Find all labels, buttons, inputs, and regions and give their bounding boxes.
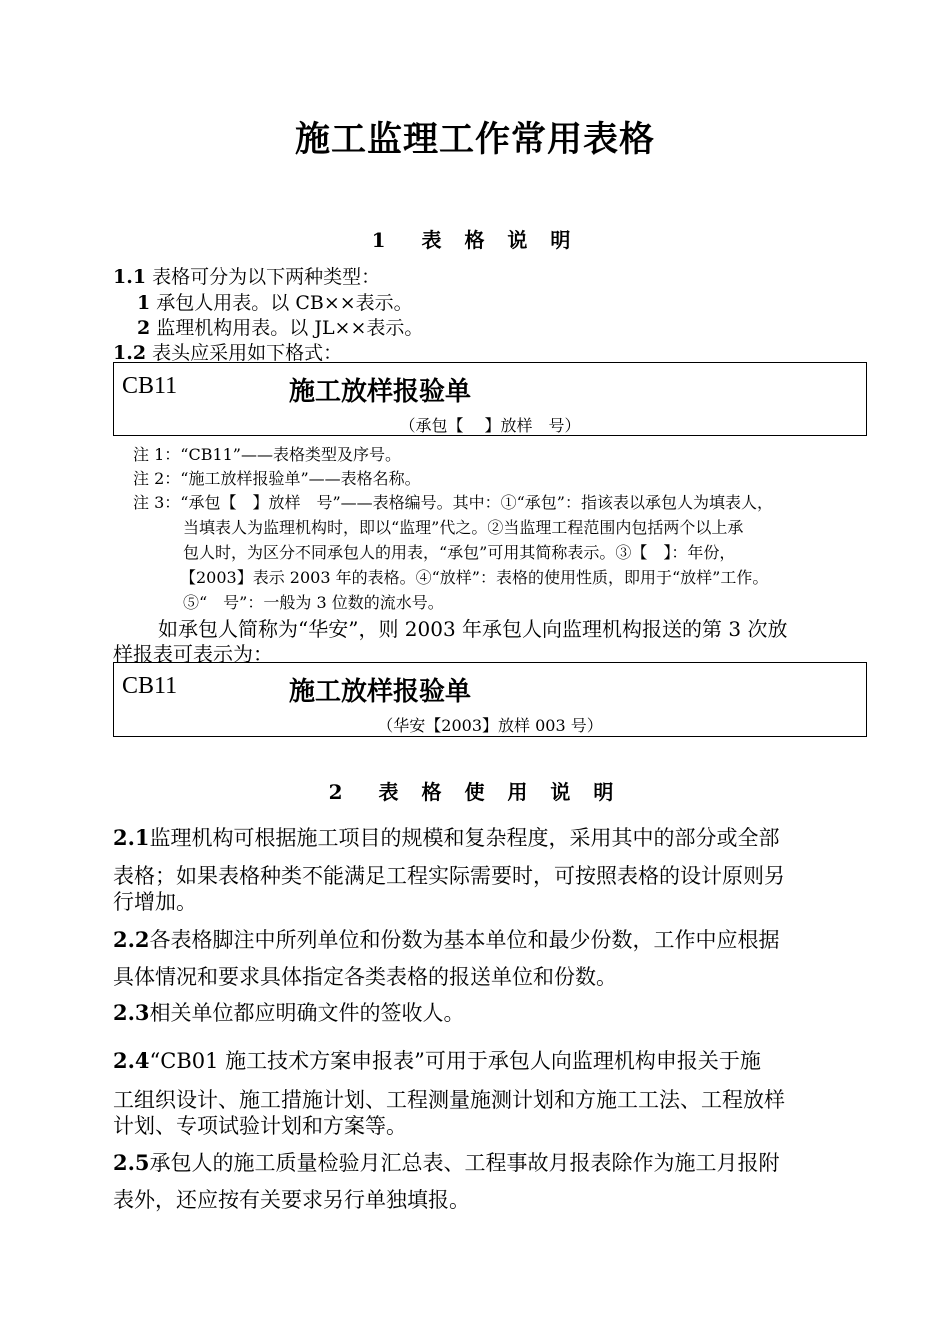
para-2-4-line-3: 计划、专项试验计划和方案等。 <box>113 1114 407 1138</box>
page-title: 施工监理工作常用表格 <box>294 119 655 160</box>
example-form-name: 施工放样报验单 <box>289 677 472 707</box>
para-2-5-number: 2.5 <box>113 1150 150 1175</box>
para-2-3 <box>113 997 465 1027</box>
para-2-5-line-2: 表外，还应按有关要求另行单独填报。 <box>113 1188 470 1212</box>
para-2-3-number: 2.3 <box>113 1000 150 1025</box>
para-2-2-line-2: 具体情况和要求具体指定各类表格的报送单位和份数。 <box>113 965 617 989</box>
form-number: （承包【 】放样 号） <box>399 416 581 435</box>
section-2-heading: 2 表 格 使 用 说 明 <box>328 780 622 804</box>
note-3-line-5: ⑤“ 号”：一般为 3 位数的流水号。 <box>183 593 444 612</box>
para-2-4-line-2: 工组织设计、施工措施计划、工程测量施测计划和方施工工法、工程放样 <box>113 1088 785 1112</box>
list-item-2-text: 监理机构用表。以 JL××表示。 <box>156 317 424 339</box>
list-item-1 <box>137 288 413 315</box>
para-1-1-number: 1.1 <box>113 266 147 288</box>
header-example-box <box>113 662 867 737</box>
para-2-2-text: 各表格脚注中所列单位和份数为基本单位和最少份数，工作中应根据 <box>149 928 780 952</box>
note-3-line-3: 包人时，为区分不同承包人的用表，“承包”可用其简称表示。③【 】：年份， <box>183 543 736 562</box>
para-1-2-number: 1.2 <box>113 342 147 364</box>
para-2-3-text: 相关单位都应明确文件的签收人。 <box>149 1001 465 1025</box>
para-2-4-number: 2.4 <box>113 1048 150 1073</box>
header-format-box <box>113 362 867 436</box>
para-2-5-text: 承包人的施工质量检验月汇总表、工程事故月报表除作为施工月报附 <box>149 1151 780 1175</box>
note-1: 注 1：“CB11”——表格类型及序号。 <box>133 445 401 464</box>
example-form-number: （华安【2003】放样 003 号） <box>377 716 603 735</box>
para-2-4-line-1 <box>113 1045 761 1075</box>
para-2-2-line-1 <box>113 924 780 954</box>
para-1-2-text: 表头应采用如下格式： <box>152 342 343 364</box>
section-1-heading: 1 表 格 说 明 <box>371 228 579 252</box>
para-1-1 <box>113 262 380 289</box>
example-line-2: 样报表可表示为： <box>113 642 273 666</box>
list-item-1-number: 1 <box>137 292 151 314</box>
list-item-2-number: 2 <box>137 317 151 339</box>
note-3-line-4: 【2003】表示 2003 年的表格。④“放样”：表格的使用性质，即用于“放样”工作。 <box>180 568 769 587</box>
note-3-line-2: 当填表人为监理机构时，即以“监理”代之。②当监理工程范围内包括两个以上承 <box>183 518 744 537</box>
para-2-4-text: “CB01 施工技术方案申报表”可用于承包人向监理机构申报关于施 <box>149 1049 761 1073</box>
para-1-1-text: 表格可分为以下两种类型： <box>152 266 381 288</box>
note-3-line-1: 注 3：“承包【 】放样 号”——表格编号。其中：①“承包”：指该表以承包人为填表人， <box>133 493 773 512</box>
list-item-1-text: 承包人用表。以 CB××表示。 <box>156 292 413 314</box>
para-2-1-line-1 <box>113 822 780 852</box>
example-line-1: 如承包人简称为“华安”，则 2003 年承包人向监理机构报送的第 3 次放 <box>158 617 788 641</box>
para-2-1-number: 2.1 <box>113 825 150 850</box>
form-code: CB11 <box>122 373 178 399</box>
list-item-2 <box>137 313 423 340</box>
para-2-1-line-3: 行增加。 <box>113 890 197 914</box>
example-form-code: CB11 <box>122 673 178 699</box>
para-2-1-text: 监理机构可根据施工项目的规模和复杂程度，采用其中的部分或全部 <box>149 826 780 850</box>
para-1-2 <box>113 338 342 365</box>
para-2-5-line-1 <box>113 1147 780 1177</box>
para-2-2-number: 2.2 <box>113 927 150 952</box>
para-2-1-line-2: 表格；如果表格种类不能满足工程实际需要时，可按照表格的设计原则另 <box>113 864 785 888</box>
note-2: 注 2：“施工放样报验单”——表格名称。 <box>133 469 421 488</box>
form-name: 施工放样报验单 <box>289 377 472 407</box>
